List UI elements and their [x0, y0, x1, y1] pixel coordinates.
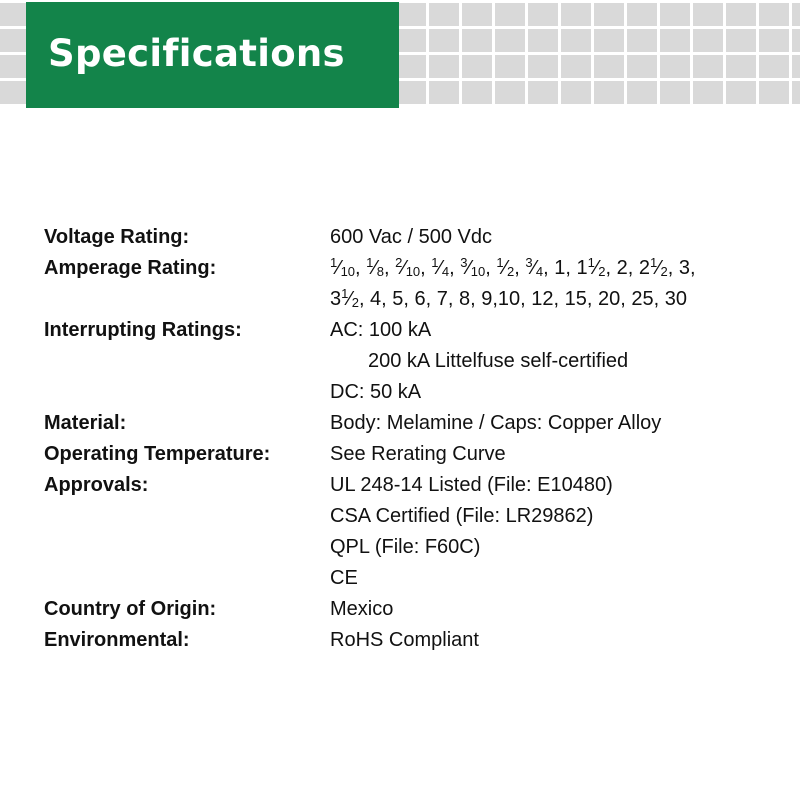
- spec-values: [330, 470, 774, 594]
- spec-value-dc: DC: 50 kA: [330, 381, 422, 403]
- spec-row-operating-temperature: [44, 439, 774, 470]
- header-tile: [693, 29, 723, 52]
- header-tile: [726, 29, 756, 52]
- header-tile: [396, 3, 426, 26]
- header-tile: [396, 81, 426, 104]
- header-tile: [462, 55, 492, 78]
- spec-values: [330, 315, 774, 408]
- header-tile: [627, 55, 657, 78]
- header-tile: [759, 3, 789, 26]
- header-tile: [495, 29, 525, 52]
- spec-value-ul: UL 248-14 Listed (File: E10480): [330, 474, 613, 496]
- spec-label: Voltage Rating:: [44, 226, 190, 248]
- spec-row-environmental: [44, 625, 774, 656]
- spec-row-amperage: [44, 253, 774, 315]
- spec-values: [330, 439, 774, 470]
- header-tile: [792, 29, 800, 52]
- spec-row-interrupting: [44, 315, 774, 408]
- header-tile: [792, 81, 800, 104]
- header-tile: [429, 29, 459, 52]
- fraction: $^3⁄_4$: [525, 255, 544, 279]
- header-tile: [561, 55, 591, 78]
- header-tile: [561, 29, 591, 52]
- spec-values: [330, 408, 774, 439]
- spec-label: Operating Temperature:: [44, 443, 271, 465]
- fraction: $^1⁄_2$: [649, 255, 668, 279]
- spec-value-ac: AC: 100 kA: [330, 319, 432, 341]
- header-tile: [462, 3, 492, 26]
- header-tile: [627, 3, 657, 26]
- header-tile: [759, 55, 789, 78]
- spec-value-qpl: QPL (File: F60C): [330, 536, 481, 558]
- header-tile: [396, 29, 426, 52]
- header-tile: [627, 81, 657, 104]
- header-tile: [792, 3, 800, 26]
- spec-row-material: [44, 408, 774, 439]
- spec-row-approvals: [44, 470, 774, 594]
- spec-row-origin: [44, 594, 774, 625]
- spec-value-csa: CSA Certified (File: LR29862): [330, 505, 594, 527]
- header-tile: [495, 55, 525, 78]
- amperage-value: 1: [554, 257, 566, 279]
- header-tile: [726, 55, 756, 78]
- header-tile: [759, 81, 789, 104]
- amperage-value: 2: [616, 257, 628, 279]
- fraction: $^2⁄_{10}$: [395, 255, 421, 279]
- header-tile: [462, 81, 492, 104]
- spec-label: Country of Origin:: [44, 598, 217, 620]
- header-tile: [561, 3, 591, 26]
- header-tile: [726, 81, 756, 104]
- spec-label: Amperage Rating:: [44, 257, 217, 279]
- spec-table: [44, 222, 774, 656]
- header-tile: [528, 81, 558, 104]
- spec-value: 600 Vac / 500 Vdc: [330, 226, 492, 248]
- title-banner: [26, 2, 399, 108]
- spec-label: Interrupting Ratings:: [44, 319, 242, 341]
- header-tile: [726, 3, 756, 26]
- header-tile: [594, 3, 624, 26]
- spec-value-ac-note: 200 kA Littelfuse self-certified: [368, 350, 629, 372]
- page-title: Specifications: [48, 31, 345, 75]
- spec-values: [330, 253, 774, 315]
- header-tile: [759, 29, 789, 52]
- header-tile: [660, 81, 690, 104]
- fraction: $^3⁄_{10}$: [460, 255, 486, 279]
- header-tile: [594, 29, 624, 52]
- amperage-value: 3: [678, 257, 691, 279]
- fraction: $^1⁄_{10}$: [330, 255, 356, 279]
- header-tile: [429, 55, 459, 78]
- header-tile: [495, 81, 525, 104]
- header-tile: [429, 81, 459, 104]
- spec-label: Material:: [44, 412, 127, 434]
- header-tile: [594, 81, 624, 104]
- amperage-line-2: $3^1⁄_2$, 4, 5, 6, 7, 8, 9,10, 12, 15, 20, 25, 30: [330, 286, 687, 310]
- header-tile: [429, 3, 459, 26]
- fraction: $^1⁄_4$: [431, 255, 450, 279]
- amperage-values-rest: , 4, 5, 6, 7, 8, 9,10, 12, 15, 20, 25, 30: [358, 288, 687, 310]
- header-tile: [660, 55, 690, 78]
- header-tile: [660, 3, 690, 26]
- header-tile: [693, 55, 723, 78]
- spec-value-ce: CE: [330, 567, 358, 589]
- spec-values: [330, 594, 774, 625]
- header-tile: [693, 81, 723, 104]
- header-tile: [528, 55, 558, 78]
- header-tile: [561, 81, 591, 104]
- header-tile: [660, 29, 690, 52]
- fraction: $^1⁄_2$: [496, 255, 515, 279]
- spec-label: Approvals:: [44, 474, 149, 496]
- spec-value: Body: Melamine / Caps: Copper Alloy: [330, 412, 662, 434]
- header-tile: [396, 55, 426, 78]
- header-tile: [495, 3, 525, 26]
- spec-values: [330, 625, 774, 656]
- header-tile: [462, 29, 492, 52]
- header-tile: [792, 55, 800, 78]
- fraction: $^1⁄_2$: [587, 255, 606, 279]
- header-tile: [594, 55, 624, 78]
- spec-value: See Rerating Curve: [330, 443, 506, 465]
- header-tile: [528, 29, 558, 52]
- fraction: $^1⁄_2$: [341, 286, 359, 310]
- spec-values: [330, 222, 774, 253]
- spec-label: Environmental:: [44, 629, 190, 651]
- spec-value: RoHS Compliant: [330, 629, 479, 651]
- header-tile: [528, 3, 558, 26]
- header-tile: [627, 29, 657, 52]
- header-tile: [693, 3, 723, 26]
- spec-row-voltage: [44, 222, 774, 253]
- fraction: $^1⁄_8$: [366, 255, 384, 279]
- amperage-line-1: $^1⁄_{10}$, $^1⁄_8$, $^2⁄_{10}$, $^1⁄_4$, $^3⁄_{10}$, $^1⁄_2$, $^3⁄_4$, 1, $1^1⁄_2$, 2, $2^1⁄_2$, 3,: [330, 255, 696, 279]
- spec-value: Mexico: [330, 598, 394, 620]
